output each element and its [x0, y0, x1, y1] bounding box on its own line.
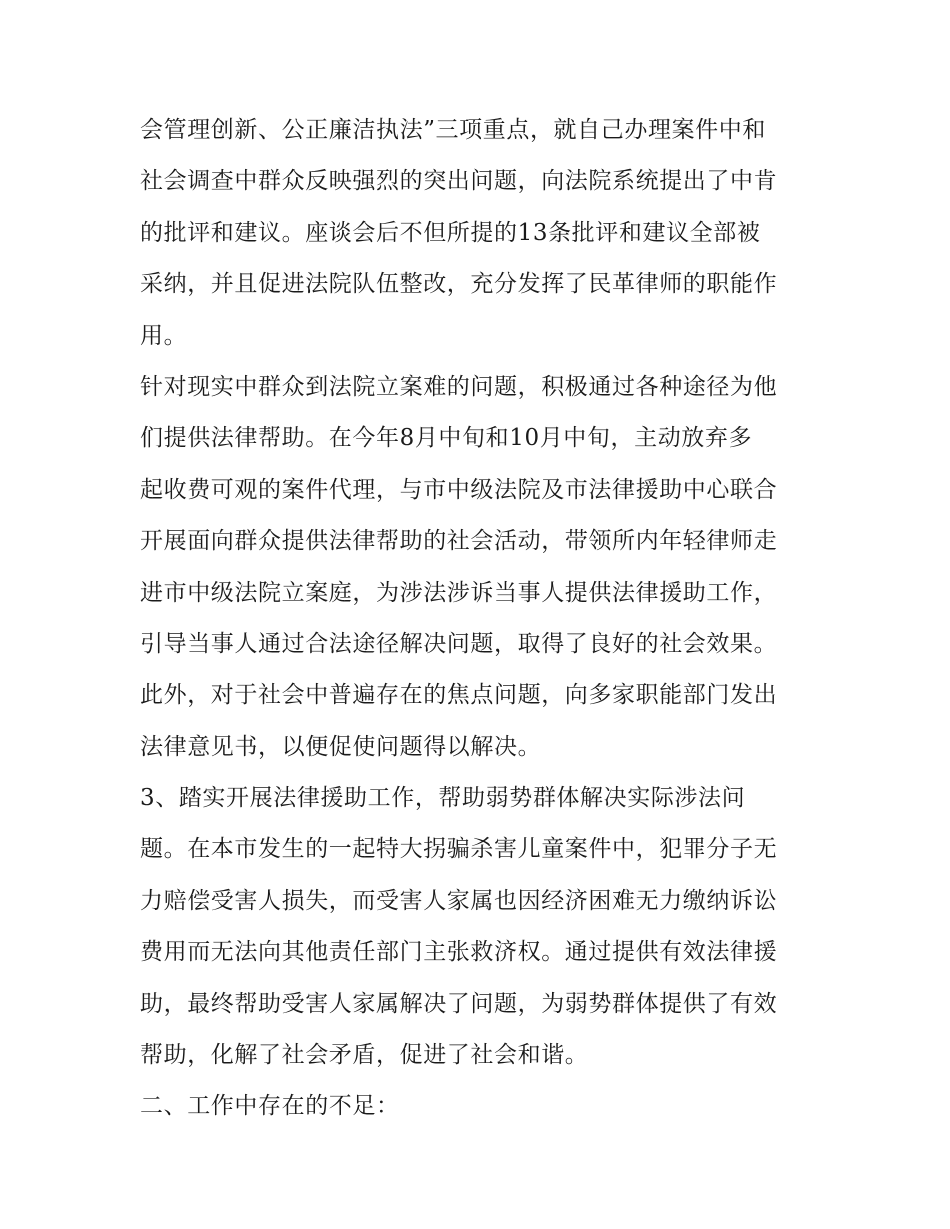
text-line: 此外，对于社会中普遍存在的焦点问题，向多家职能部门发出 [140, 682, 778, 709]
text-line: 社会调查中群众反映强烈的突出问题，向法院系统提出了中肯 [140, 168, 778, 195]
text-line: 的批评和建议。座谈会后不但所提的13条批评和建议全部被 [140, 219, 761, 246]
text-line: 题。在本市发生的一起特大拐骗杀害儿童案件中，犯罪分子无 [140, 836, 778, 863]
text-line: 力赔偿受害人损失，而受害人家属也因经济困难无力缴纳诉讼 [140, 887, 778, 914]
text-line: 助，最终帮助受害人家属解决了问题，为弱势群体提供了有效 [140, 990, 778, 1017]
document-body [140, 110, 820, 1138]
text-line: 针对现实中群众到法院立案难的问题，积极通过各种途径为他 [140, 373, 778, 400]
text-line: 帮助，化解了社会矛盾，促进了社会和谐。 [140, 1042, 589, 1069]
text-line: 3、踏实开展法律援助工作，帮助弱势群体解决实际涉法问 [140, 785, 746, 812]
text-line: 引导当事人通过合法途径解决问题，取得了良好的社会效果。 [140, 630, 778, 657]
text-line: 开展面向群众提供法律帮助的社会活动，带领所内年轻律师走 [140, 528, 778, 555]
text-line: 起收费可观的案件代理，与市中级法院及市法律援助中心联合 [140, 476, 778, 503]
text-line: 用。 [140, 322, 188, 349]
text-line: 费用而无法向其他责任部门主张救济权。通过提供有效法律援 [140, 939, 778, 966]
text-line: 采纳，并且促进法院队伍整改，充分发挥了民革律师的职能作 [140, 271, 778, 298]
text-line: 们提供法律帮助。在今年8月中旬和10月中旬，主动放弃多 [140, 425, 753, 452]
text-line: 法律意见书，以便促使问题得以解决。 [140, 733, 542, 760]
text-line: 会管理创新、公正廉洁执法”三项重点，就自己办理案件中和 [140, 117, 766, 143]
text-line: 进市中级法院立案庭，为涉法涉诉当事人提供法律援助工作， [140, 579, 778, 606]
section-heading: 二、工作中存在的不足： [140, 1093, 400, 1120]
